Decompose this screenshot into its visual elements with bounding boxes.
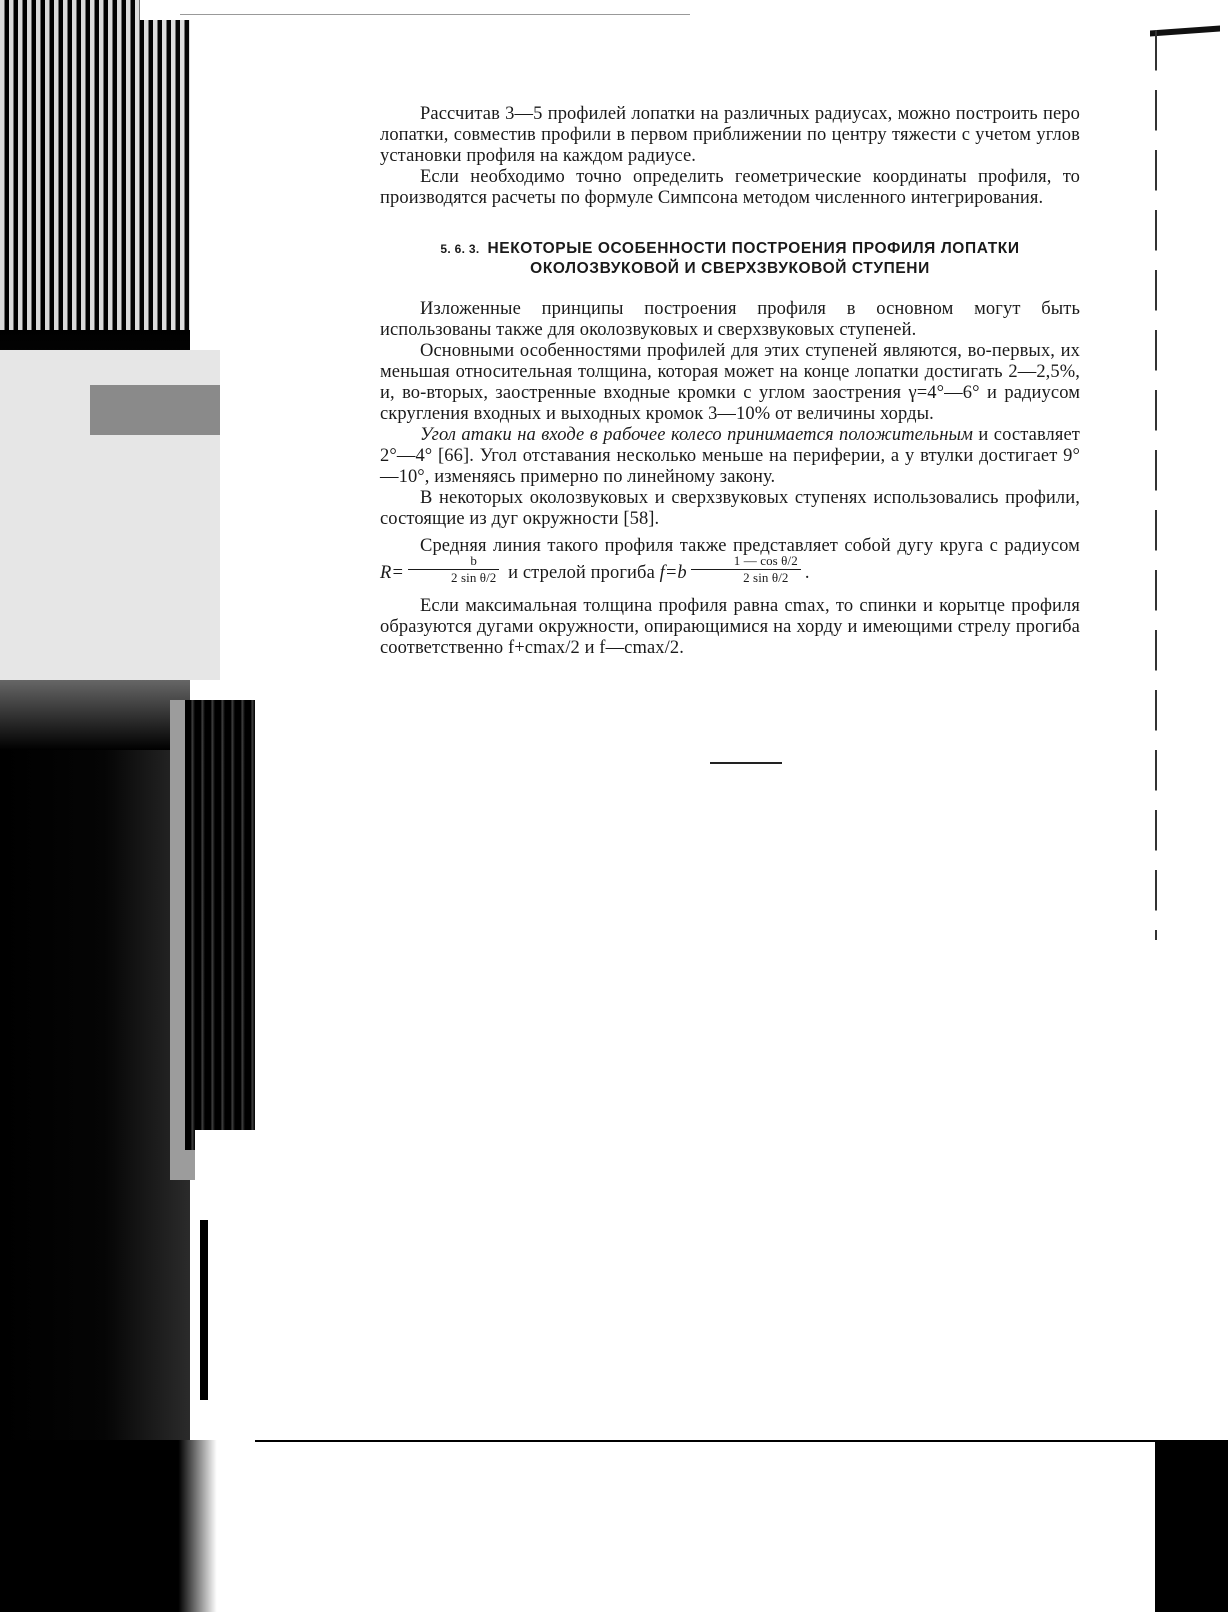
paragraph-7-mid: и стрелой прогиба [503, 562, 660, 583]
scan-left-stripes [0, 0, 190, 330]
paragraph-3: Изложенные принципы построения профиля в основном могут быть использованы также для околозвуковых и сверхзвуковых ступеней. [380, 299, 1080, 340]
scan-low-edge [200, 1220, 208, 1400]
scan-mid-stripes [185, 700, 255, 1150]
formula-r-denominator: 2 sin θ/2 [451, 570, 497, 585]
section-end-divider [710, 762, 782, 764]
section-number: 5. 6. 3. [440, 242, 480, 256]
paragraph-5-italic: Угол атаки на входе в рабочее колесо принимается положительным [420, 425, 974, 445]
formula-f-denominator: 2 sin θ/2 [743, 570, 789, 585]
paragraph-7 [380, 536, 1080, 590]
section-title: НЕКОТОРЫЕ ОСОБЕННОСТИ ПОСТРОЕНИЯ ПРОФИЛЯ ЛОПАТКИ ОКОЛОЗВУКОВОЙ И СВЕРХЗВУКОВОЙ СТУПЕНИ [487, 240, 1020, 277]
scan-right-mark [1150, 26, 1220, 37]
scan-top-rule [180, 14, 690, 15]
paragraph-5-rest: и составляет 2°—4° [66]. Угол отставания несколько меньше на периферии, а у втулки достигает 9°—10°, изменяясь примерно по линейному закону. [380, 425, 1080, 487]
scan-bottom-left [0, 1440, 255, 1612]
formula-f-fraction [691, 553, 801, 586]
paragraph-8: Если максимальная толщина профиля равна cmax, то спинки и корытце профиля образуются дугами окружности, опирающимися на хорду и имеющими стрелу прогиба соответственно f+cmax/2 и f—cmax/2. [380, 596, 1080, 658]
paragraph-4: Основными особенностями профилей для этих ступеней являются, во-первых, их меньшая относительная толщина, которая может на конце лопатки достигать 2—2,5%, и, во-вторых, заостренные входные кромки с углом заострения γ=4°—6° и радиусом скругления входных и выходных кромок 3—10% от величины хорды. [380, 341, 1080, 424]
paragraph-2: Если необходимо точно определить геометрические координаты профиля, то производятся расчеты по формуле Симпсона методом численного интегрирования. [380, 167, 1080, 208]
scan-gray-block-dark [90, 385, 220, 435]
scan-right-edge-line [1155, 30, 1157, 940]
paragraph-6: В некоторых околозвуковых и сверхзвуковых ступенях использовались профили, состоящие из дуг окружности [58]. [380, 488, 1080, 529]
paragraph-1: Рассчитав 3—5 профилей лопатки на различных радиусах, можно построить перо лопатки, совместив профили в первом приближении по центру тяжести с учетом углов установки профиля на каждом радиусе. [380, 104, 1080, 166]
scan-top-left [140, 0, 230, 20]
formula-f-numerator: 1 — cos θ/2 [691, 553, 801, 570]
paragraph-7-end: . [804, 562, 810, 583]
page-body [380, 104, 1080, 659]
section-heading [380, 239, 1080, 279]
formula-f-lhs: f=b [659, 562, 687, 583]
formula-r-lhs: R= [380, 562, 404, 583]
scan-bottom-page-edge [255, 1442, 1155, 1612]
paragraph-5 [380, 425, 1080, 488]
formula-r-fraction [408, 553, 499, 586]
formula-r-numerator: b [408, 553, 499, 570]
paragraph-7-start: Средняя линия такого профиля также представляет собой дугу круга с радиусом [420, 536, 1080, 556]
